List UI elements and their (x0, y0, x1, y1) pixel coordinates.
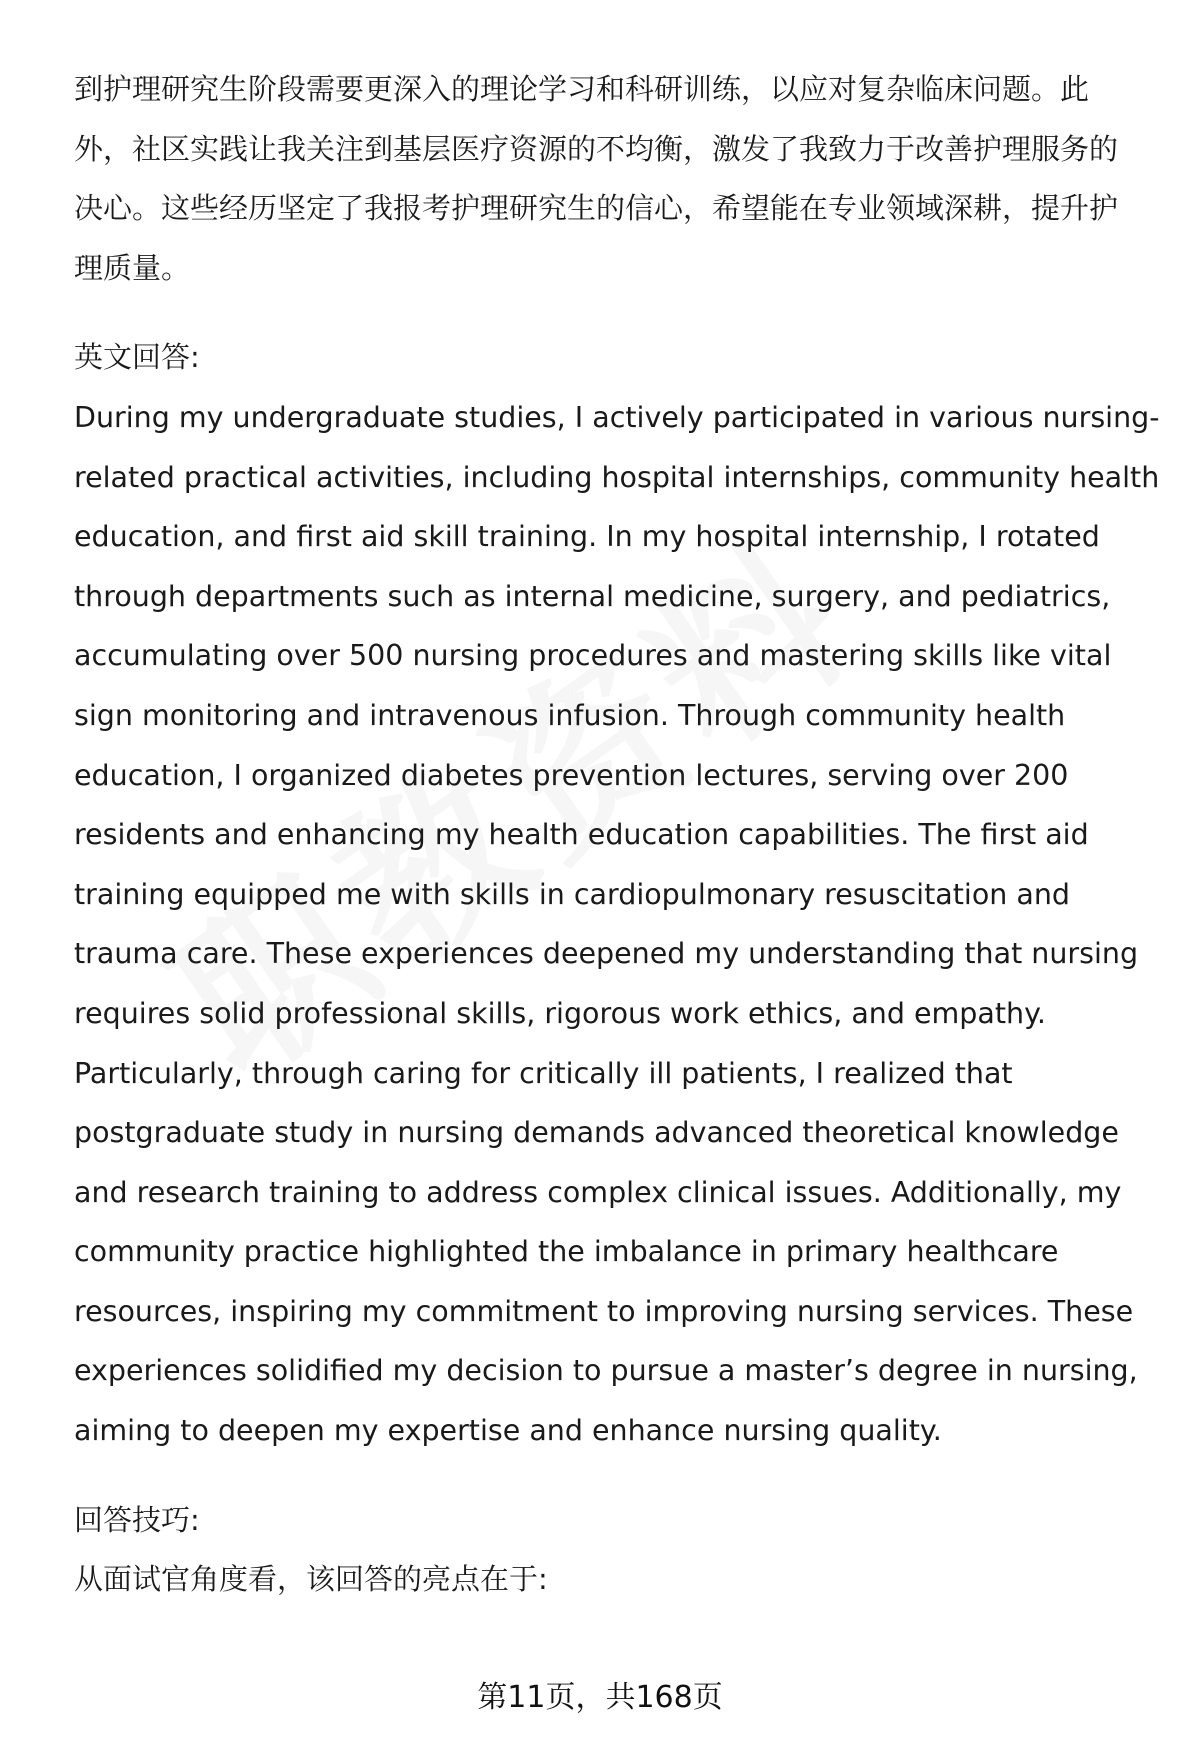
text-line: and research training to address complex clinical issues. Additionally, my (74, 1175, 1122, 1209)
text-line: aiming to deepen my expertise and enhance nursing quality. (74, 1414, 942, 1448)
section-gap (74, 1461, 1154, 1491)
text-line: 理质量。 (74, 250, 191, 285)
tips-intro: 从面试官角度看，该回答的亮点在于: (74, 1562, 548, 1597)
page-number-footer: 第11页，共168页 (477, 1680, 723, 1715)
text-line: 到护理研究生阶段需要更深入的理论学习和科研训练，以应对复杂临床问题。此 (74, 72, 1090, 106)
text-line: trauma care. These experiences deepened my understanding that nursing (74, 937, 1139, 971)
text-line: requires solid professional skills, rigorous work ethics, and empathy. (74, 996, 1046, 1030)
text-line: sign monitoring and intravenous infusion. Through community health (74, 698, 1066, 732)
text-line: training equipped me with skills in cardiopulmonary resuscitation and (74, 877, 1070, 911)
document-content (74, 60, 1160, 1610)
chinese-answer-paragraph (74, 60, 1154, 298)
text-line: resources, inspiring my commitment to improving nursing services. These (74, 1294, 1134, 1328)
section-gap (74, 298, 1154, 328)
text-line: education, and first aid skill training. In my hospital internship, I rotated (74, 520, 1100, 554)
text-line: through departments such as internal medicine, surgery, and pediatrics, (74, 579, 1111, 613)
text-line: community practice highlighted the imbalance in primary healthcare (74, 1235, 1059, 1269)
english-answer-paragraph (74, 388, 1160, 1461)
tips-heading: 回答技巧: (74, 1502, 200, 1537)
text-line: During my undergraduate studies, I actively participated in various nursing- (74, 400, 1160, 434)
text-line: education, I organized diabetes prevention lectures, serving over 200 (74, 758, 1069, 792)
english-answer-heading: 英文回答: (74, 340, 200, 375)
text-line: related practical activities, including hospital internships, community health (74, 460, 1160, 494)
text-line: accumulating over 500 nursing procedures and mastering skills like vital (74, 639, 1112, 673)
text-line: Particularly, through caring for critically ill patients, I realized that (74, 1056, 1013, 1090)
text-line: 外，社区实践让我关注到基层医疗资源的不均衡，激发了我致力于改善护理服务的 (74, 131, 1119, 166)
text-line: residents and enhancing my health education capabilities. The first aid (74, 818, 1089, 852)
text-line: postgraduate study in nursing demands advanced theoretical knowledge (74, 1116, 1119, 1150)
text-line: experiences solidified my decision to pursue a master’s degree in nursing, (74, 1354, 1138, 1388)
text-line: 决心。这些经历坚定了我报考护理研究生的信心，希望能在专业领域深耕，提升护 (74, 191, 1119, 226)
